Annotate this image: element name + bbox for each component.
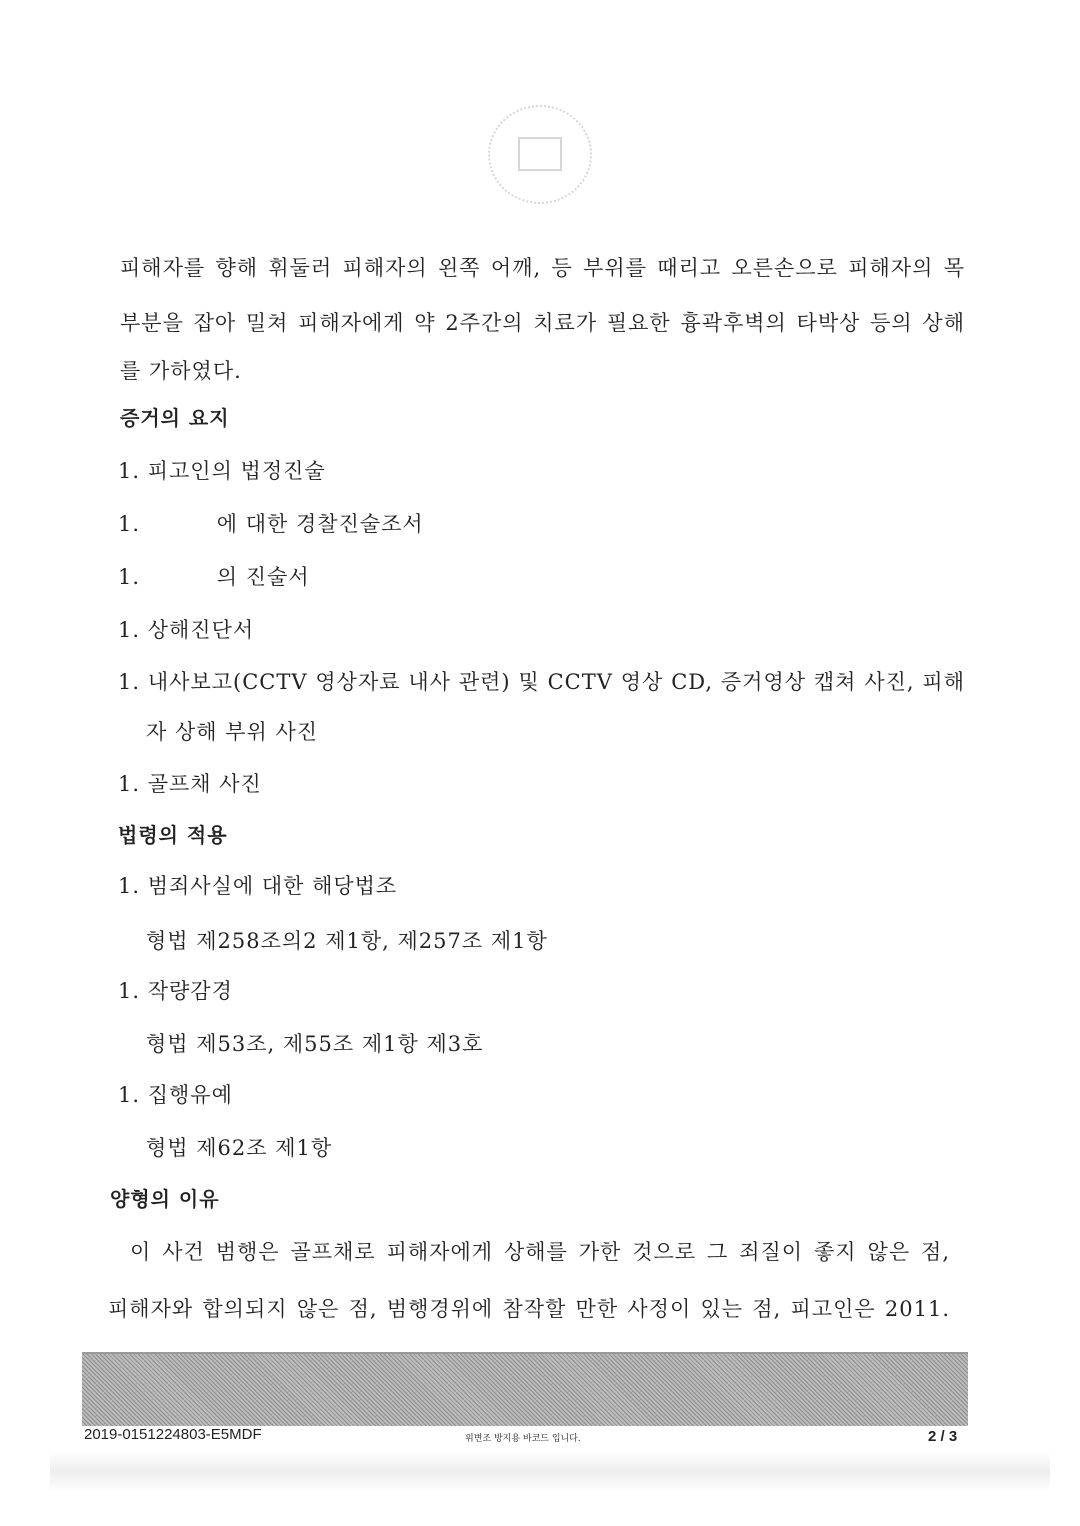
- law-item: 1. 집행유예: [118, 1083, 233, 1107]
- law-item: 1. 작량감경: [118, 979, 233, 1003]
- law-article: 형법 제53조, 제55조 제1항 제3호: [146, 1032, 484, 1056]
- facts-line: 피해자를 향해 휘둘러 피해자의 왼쪽 어깨, 등 부위를 때리고 오른손으로 피해자의 목: [120, 256, 965, 280]
- sentencing-line: 피해자와 합의되지 않은 점, 범행경위에 참작할 만한 사정이 있는 점, 피고인은 2011.: [108, 1297, 950, 1321]
- page-number: 2 / 3: [928, 1428, 958, 1445]
- sentencing-line: 이 사건 범행은 골프채로 피해자에게 상해를 가한 것으로 그 죄질이 좋지 않은 점,: [130, 1240, 950, 1264]
- barcode-notice: 위변조 방지용 바코드 입니다.: [465, 1434, 581, 1444]
- evidence-item: 1. 피고인의 법정진술: [118, 459, 326, 483]
- law-article: 형법 제62조 제1항: [146, 1136, 333, 1160]
- evidence-item-continued: 자 상해 부위 사진: [146, 720, 319, 744]
- law-heading: 법령의 적용: [118, 823, 228, 847]
- facts-line: 부분을 잡아 밀쳐 피해자에게 약 2주간의 치료가 필요한 흉곽후벽의 타박상 등의 상해: [120, 311, 965, 335]
- evidence-heading: 증거의 요지: [120, 406, 230, 430]
- document-code: 2019-0151224803-E5MDF: [84, 1426, 262, 1443]
- law-article: 형법 제258조의2 제1항, 제257조 제1항: [146, 929, 548, 953]
- scan-artifact: [50, 1452, 1050, 1492]
- anti-forgery-barcode: [82, 1352, 968, 1426]
- court-seal-stamp: [488, 105, 592, 204]
- evidence-item: 1. 골프채 사진: [118, 772, 262, 796]
- evidence-item: 1. 내사보고(CCTV 영상자료 내사 관련) 및 CCTV 영상 CD, 증거영상 캡쳐 사진, 피해: [118, 670, 965, 694]
- evidence-item: 1. 상해진단서: [118, 618, 255, 642]
- evidence-item: 1. 의 진술서: [118, 565, 310, 589]
- facts-line: 를 가하였다.: [120, 359, 242, 383]
- law-item: 1. 범죄사실에 대한 해당법조: [118, 874, 398, 898]
- evidence-item: 1. 에 대한 경찰진술조서: [118, 512, 424, 536]
- sentencing-heading: 양형의 이유: [110, 1187, 220, 1211]
